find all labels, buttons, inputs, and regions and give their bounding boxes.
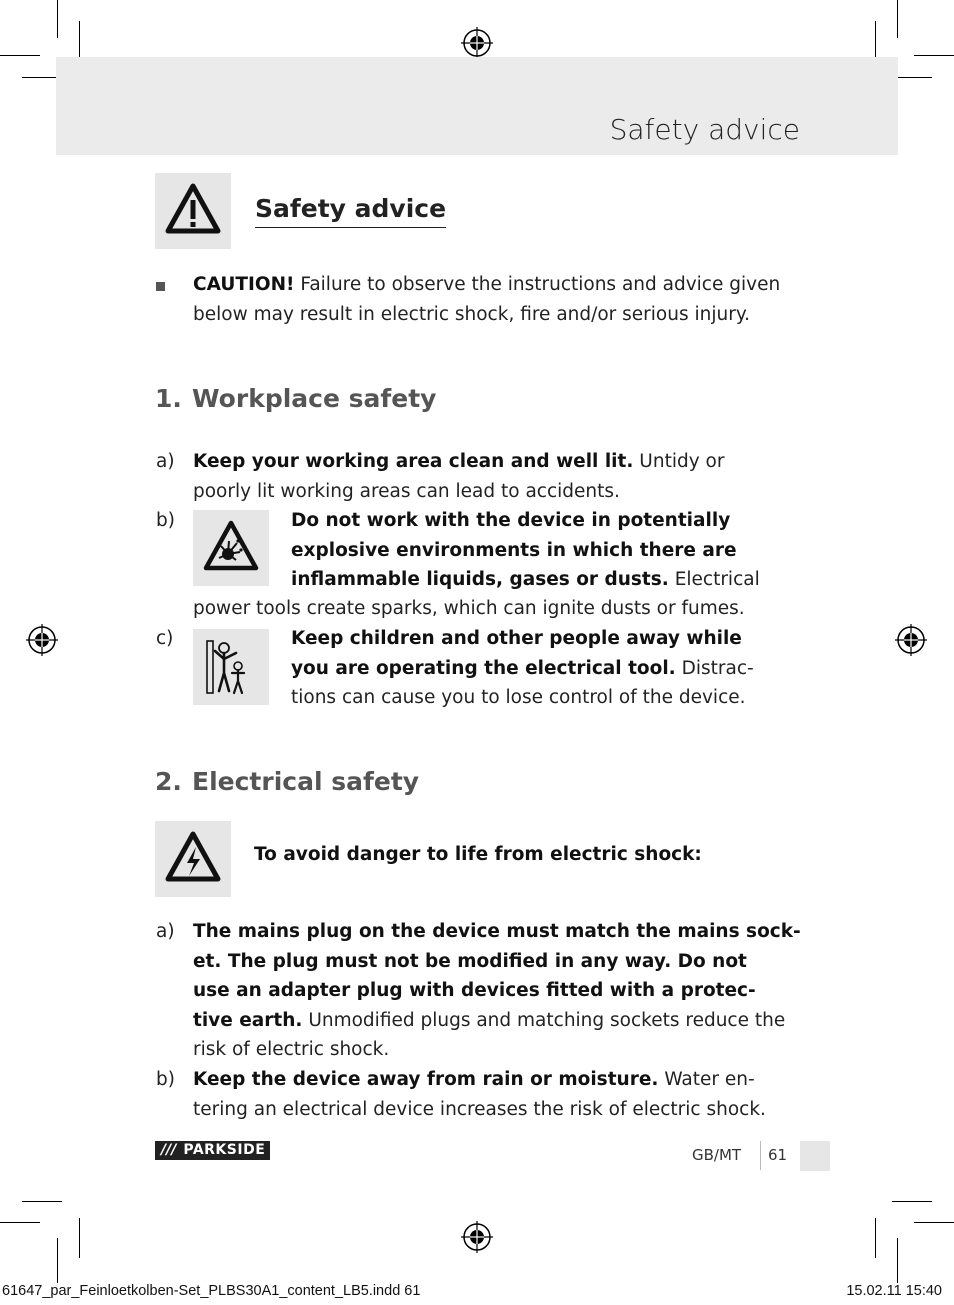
electric-shock-warning: To avoid danger to life from electric shock:	[254, 844, 702, 865]
crop-mark	[0, 55, 40, 56]
page-number: 61	[768, 1146, 788, 1164]
brand-stripes-icon: ///	[161, 1142, 177, 1158]
registration-mark-icon	[461, 1221, 493, 1253]
page-header-title: Safety advice	[609, 113, 800, 146]
crop-mark	[79, 1218, 80, 1258]
item-label: b)	[156, 1069, 175, 1090]
workplace-item-c: Keep children and other people away while you are operating the electrical tool. Distrac- tions can cause you to lose control of the device.	[291, 628, 754, 708]
workplace-item-b-cont: power tools create sparks, which can ignite dusts or fumes.	[193, 598, 745, 619]
caution-label: CAUTION!	[193, 274, 295, 295]
high-voltage-icon	[155, 821, 231, 897]
footer-divider	[760, 1141, 761, 1170]
registration-mark-icon	[461, 27, 493, 59]
crop-mark	[914, 1222, 954, 1223]
crop-mark	[897, 0, 898, 38]
caution-paragraph: CAUTION! Failure to observe the instructions and advice given below may result in electric shock, fire and/or serious injury.	[193, 274, 781, 325]
explosion-hazard-icon	[193, 510, 269, 586]
crop-mark	[22, 1201, 62, 1202]
crop-mark	[914, 55, 954, 56]
crop-mark	[0, 1222, 40, 1223]
item-label: a)	[156, 921, 175, 942]
crop-mark	[57, 0, 58, 38]
electrical-item-b: Keep the device away from rain or moisture. Water en- tering an electrical device increases the risk of electric shock.	[193, 1069, 766, 1120]
warning-icon-box	[155, 173, 231, 249]
brand-name: PARKSIDE	[179, 1141, 270, 1160]
item-label: c)	[156, 628, 174, 649]
children-icon-box	[193, 629, 269, 705]
brand-logo	[155, 1141, 270, 1160]
electrical-safety-heading: 2. Electrical safety	[155, 767, 420, 796]
electrical-item-a: The mains plug on the device must match the mains sock- et. The plug must not be modified in any way. Do not use an adapter plug with devices fitted with a protec- tive earth. Unmodified plugs and matching sockets reduce the risk of electric shock.	[193, 921, 801, 1060]
crop-mark	[79, 21, 80, 61]
crop-mark	[897, 1238, 898, 1283]
workplace-item-b: Do not work with the device in potentially explosive environments in which there are inflammable liquids, gases or dusts. Electrical	[291, 510, 760, 590]
registration-mark-icon	[26, 624, 58, 656]
print-slug-timestamp: 15.02.11 15:40	[846, 1283, 942, 1299]
crop-mark	[892, 1201, 932, 1202]
registration-mark-icon	[895, 624, 927, 656]
item-label: b)	[156, 510, 175, 531]
print-slug-filename: 61647_par_Feinloetkolben-Set_PLBS30A1_content_LB5.indd 61	[2, 1283, 421, 1299]
workplace-item-a: Keep your working area clean and well lit. Untidy or poorly lit working areas can lead to accidents.	[193, 451, 725, 502]
section-heading	[255, 194, 446, 223]
crop-mark	[875, 21, 876, 61]
keep-children-away-icon	[193, 629, 269, 705]
voltage-icon-box	[155, 821, 231, 897]
bullet-square	[156, 282, 165, 291]
crop-mark	[57, 1238, 58, 1283]
section-heading-text: Safety advice	[255, 194, 446, 228]
page-tab-box	[800, 1141, 830, 1171]
workplace-safety-heading: 1. Workplace safety	[155, 384, 437, 413]
language-code: GB/MT	[692, 1146, 742, 1164]
crop-mark	[892, 77, 932, 78]
crop-mark	[875, 1218, 876, 1258]
item-label: a)	[156, 451, 175, 472]
explosion-icon-box	[193, 510, 269, 586]
warning-triangle-icon	[155, 173, 231, 249]
